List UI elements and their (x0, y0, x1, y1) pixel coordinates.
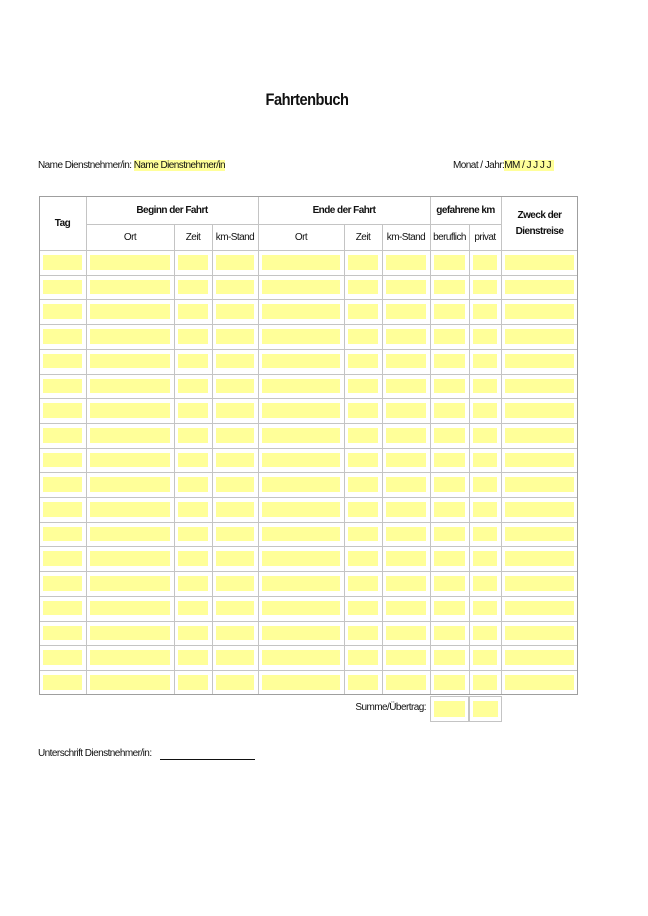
header-zweck-line1: Zweck der (517, 210, 562, 221)
header-begin-group: Beginn der Fahrt (136, 204, 208, 216)
employee-name-line (38, 160, 225, 171)
header-end-kmstand: km-Stand (386, 231, 426, 243)
header-end-zeit: Zeit (355, 231, 371, 243)
trip-log-table (39, 196, 578, 696)
month-year-line (453, 160, 554, 171)
month-year-label: Monat / Jahr: (453, 160, 505, 171)
header-km-beruflich: beruflich (433, 231, 466, 243)
signature-label: Unterschrift Dienstnehmer/in: (38, 748, 152, 759)
employee-name-field[interactable]: Name Dienstnehmer/in (133, 160, 226, 171)
header-begin-kmstand: km-Stand (215, 231, 255, 243)
summary-label: Summe/Übertrag: (355, 702, 426, 713)
header-tag: Tag (54, 217, 71, 229)
summary-privat-field[interactable] (469, 696, 502, 722)
summary-beruflich-field[interactable] (430, 696, 469, 722)
table-frame (39, 196, 578, 695)
header-km-privat: privat (474, 231, 496, 243)
header-begin-ort: Ort (123, 231, 137, 243)
header-zweck-line2: Dienstreise (515, 226, 564, 237)
header-end-ort: Ort (294, 231, 308, 243)
header-end-group: Ende der Fahrt (312, 204, 376, 216)
header-begin-zeit: Zeit (185, 231, 201, 243)
header-km-group: gefahrene km (436, 204, 495, 216)
page-title: Fahrtenbuch (265, 90, 349, 109)
signature-line[interactable] (160, 759, 255, 760)
month-year-field[interactable]: MM / J J J J (504, 160, 554, 171)
employee-name-label: Name Dienstnehmer/in: (38, 160, 132, 171)
